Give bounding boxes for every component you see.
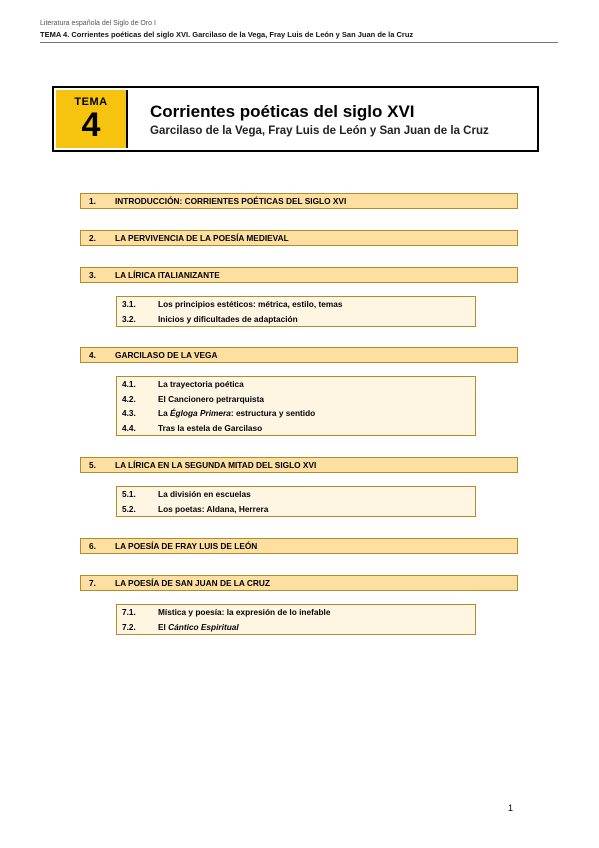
subsection-title: El Cancionero petrarquista <box>158 393 265 404</box>
section-number: 6. <box>89 541 96 551</box>
section-4 <box>80 347 518 363</box>
page-title: Corrientes poéticas del siglo XVI <box>150 102 415 121</box>
subsection-title: Tras la estela de Garcilaso <box>158 422 263 433</box>
course-name: Literatura española del Siglo de Oro I <box>40 20 156 27</box>
subsection-item <box>117 620 475 635</box>
subsection-list-5 <box>116 486 476 517</box>
subsection-list-7 <box>116 604 476 635</box>
subsection-item <box>117 502 475 517</box>
subsection-number: 4.4. <box>122 422 136 433</box>
section-title: LA LÍRICA ITALIANIZANTE <box>115 270 220 280</box>
subsection-number: 5.1. <box>122 489 136 499</box>
subsection-title: Los poetas: Aldana, Herrera <box>158 503 269 514</box>
subsection-title: La trayectoria poética <box>158 379 244 389</box>
section-title: LA POESÍA DE SAN JUAN DE LA CRUZ <box>115 578 270 588</box>
subsection-item <box>117 421 475 436</box>
subsection-list-3 <box>116 296 476 327</box>
page-subtitle: Garcilaso de la Vega, Fray Luis de León y San Juan de la Cruz <box>150 125 489 137</box>
section-3 <box>80 267 518 283</box>
page-number: 1 <box>508 803 514 813</box>
subsection-number: 7.2. <box>122 621 136 632</box>
subsection-title: Inicios y dificultades de adaptación <box>158 313 298 324</box>
subsection-title-italic: Cántico Espiritual <box>168 621 239 632</box>
section-2 <box>80 230 518 246</box>
title-block <box>52 86 539 152</box>
subsection-number: 4.1. <box>122 379 136 389</box>
subsection-title <box>158 620 239 635</box>
subsection-item <box>117 406 475 421</box>
subsection-item <box>117 605 475 620</box>
section-1 <box>80 193 518 209</box>
subsection-title: Los principios estéticos: métrica, estilo, temas <box>158 299 343 309</box>
subsection-title-post: : estructura y sentido <box>230 408 316 419</box>
section-number: 7. <box>89 578 96 588</box>
subsection-number: 3.1. <box>122 299 136 309</box>
section-title: INTRODUCCIÓN: CORRIENTES POÉTICAS DEL SIGLO XVI <box>115 196 347 206</box>
tema-number: 4 <box>81 106 101 144</box>
section-6 <box>80 538 518 554</box>
subsection-number: 5.2. <box>122 503 136 514</box>
subsection-number: 7.1. <box>122 607 136 617</box>
subsection-title-italic: Égloga Primera <box>170 408 231 419</box>
subsection-item <box>117 392 475 407</box>
subsection-item <box>117 377 475 392</box>
section-number: 3. <box>89 270 96 280</box>
subsection-title: Mística y poesía: la expresión de lo inefable <box>158 607 331 617</box>
section-number: 1. <box>89 196 96 206</box>
section-number: 5. <box>89 460 96 470</box>
section-title: LA LÍRICA EN LA SEGUNDA MITAD DEL SIGLO XVI <box>115 460 317 470</box>
subsection-number: 4.3. <box>122 408 136 419</box>
tema-word: TEMA <box>74 96 108 108</box>
subsection-number: 4.2. <box>122 393 136 404</box>
subsection-list-4 <box>116 376 476 436</box>
section-5 <box>80 457 518 473</box>
subsection-title <box>158 406 315 421</box>
subsection-number: 3.2. <box>122 313 136 324</box>
tema-badge <box>56 90 128 148</box>
section-title: GARCILASO DE LA VEGA <box>115 350 218 360</box>
section-number: 2. <box>89 233 96 243</box>
section-title: LA PERVIVENCIA DE LA POESÍA MEDIEVAL <box>115 233 289 243</box>
subsection-title-pre: El <box>158 621 169 632</box>
header-rule <box>40 42 558 43</box>
topic-line: TEMA 4. Corrientes poéticas del siglo XVI. Garcilaso de la Vega, Fray Luis de León y San Juan de la Cruz <box>40 30 414 39</box>
section-number: 4. <box>89 350 96 360</box>
subsection-title: La división en escuelas <box>158 489 251 499</box>
subsection-item <box>117 297 475 312</box>
section-7 <box>80 575 518 591</box>
subsection-title-pre: La <box>158 408 170 419</box>
subsection-item <box>117 312 475 327</box>
section-title: LA POESÍA DE FRAY LUIS DE LEÓN <box>115 541 258 551</box>
subsection-item <box>117 487 475 502</box>
